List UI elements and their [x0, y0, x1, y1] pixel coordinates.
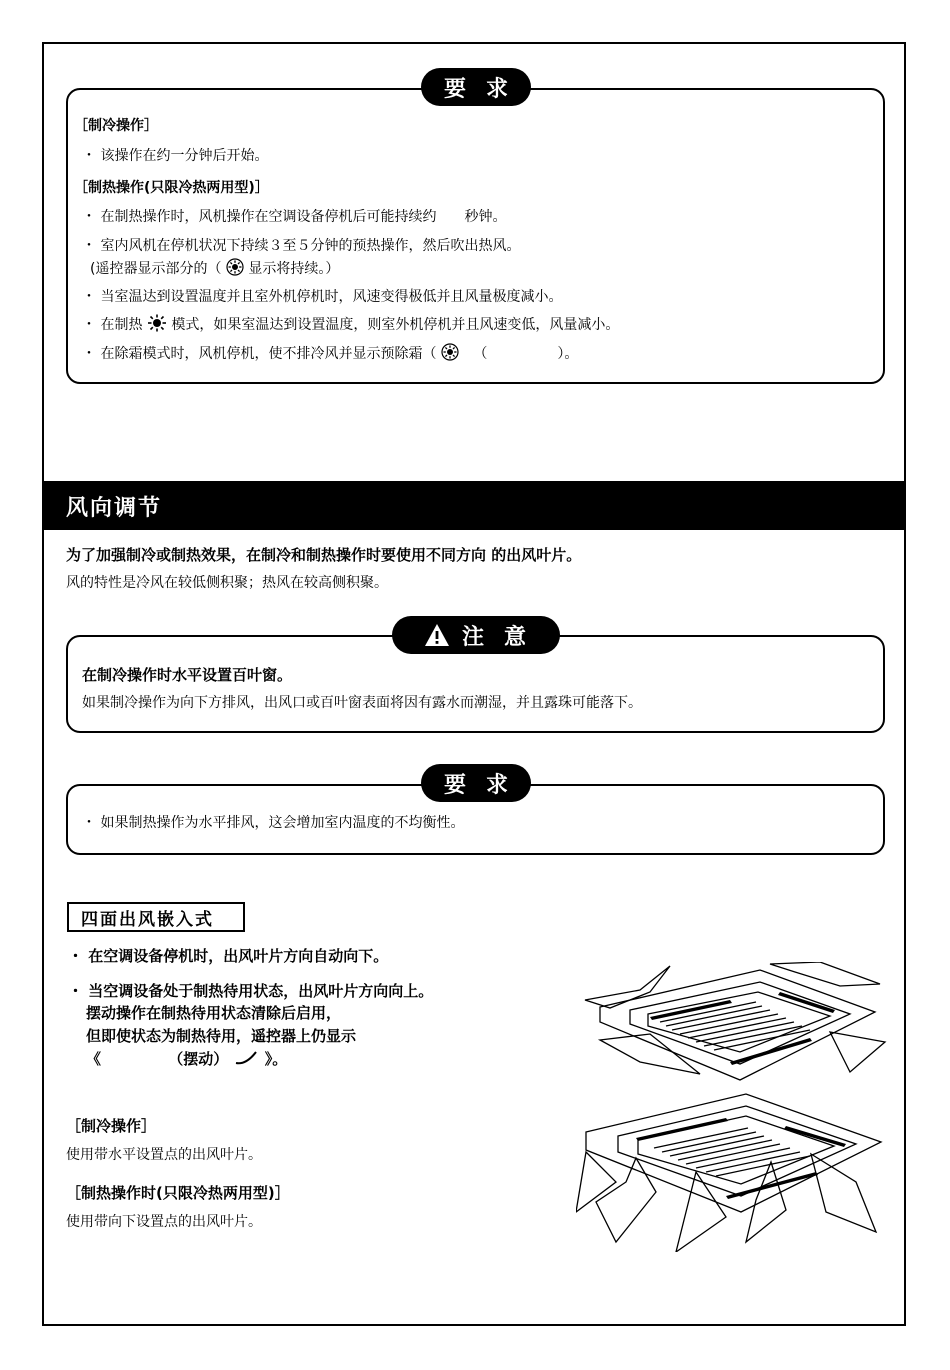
- cassette-downward-illustration: [576, 1092, 894, 1252]
- cassette-bullet-2-line2: 摆动操作在制热待用状态清除后启用，: [86, 1004, 342, 1022]
- cassette-bullet-2-line3: 但即使状态为制热待用，遥控器上仍显示: [86, 1027, 357, 1045]
- cassette-heating-heading: ［制热操作时(只限冷热两用型)］: [66, 1184, 290, 1202]
- cassette-cooling-heading: ［制冷操作］: [66, 1117, 157, 1135]
- heating-item-4: [82, 314, 619, 335]
- requirement-badge-2-label: 要求: [443, 772, 528, 798]
- warning-icon: [424, 623, 450, 647]
- requirement-badge-2: [421, 764, 531, 802]
- heating-item-5-b: （ ）。: [473, 346, 579, 362]
- heating-item-2: ・ 室内风机在停机状况下持续３至５分钟的预热操作，然后吹出热风。: [82, 238, 521, 254]
- caution-text: 如果制冷操作为向下方排风，出风口或百叶窗表面将因有露水而潮湿，并且露珠可能落下。: [82, 695, 642, 711]
- caution-badge-label: 注意: [462, 624, 547, 650]
- cassette-bullet-2-line4: [86, 1049, 287, 1069]
- cooling-item-1: ・ 该操作在约一分钟后开始。: [82, 148, 269, 164]
- sun-icon: [226, 258, 244, 276]
- section-title: 风向调节: [66, 496, 163, 521]
- swing-close-bracket: 》。: [264, 1050, 288, 1068]
- heating-item-4-a: ・ 在制热: [82, 317, 143, 333]
- heating-item-3: ・ 当室温达到设置温度并且室外机停机时，风速变得极低并且风量极度减小。: [82, 289, 563, 305]
- requirement-badge-1-label: 要求: [443, 76, 528, 102]
- section-header-bar: [44, 481, 906, 530]
- heating-item-5: [82, 343, 578, 364]
- cassette-title: 四面出风嵌入式: [67, 902, 245, 932]
- cooling-heading-1: ［制冷操作］: [74, 118, 158, 134]
- heating-item-2-note-a: (遥控器显示部分的（: [90, 261, 222, 277]
- caution-badge: [392, 616, 560, 654]
- requirement-2-item: ・ 如果制热操作为水平排风，这会增加室内温度的不均衡性。: [82, 815, 465, 831]
- heating-item-4-b: 模式，如果室温达到设置温度，则室外机停机并且风速变低，风量减小。: [171, 317, 620, 333]
- sun-mode-icon: [147, 314, 167, 332]
- swing-icon: [234, 1049, 260, 1067]
- section-intro-bold: 为了加强制冷或制热效果，在制冷和制热操作时要使用不同方向 的出风叶片。: [66, 546, 582, 564]
- caution-heading: 在制冷操作时水平设置百叶窗。: [82, 666, 293, 684]
- heating-item-2-note-b: 显示将持续。）: [248, 261, 340, 277]
- cassette-bullet-2: ・ 当空调设备处于制热待用状态，出风叶片方向向上。: [68, 982, 434, 1000]
- cassette-horizontal-illustration: [580, 962, 890, 1092]
- cassette-heating-text: 使用带向下设置点的出风叶片。: [66, 1214, 262, 1230]
- heating-heading-1: ［制热操作(只限冷热两用型)］: [74, 180, 269, 196]
- requirement-badge-1: [421, 68, 531, 106]
- heating-item-2-note: [90, 258, 339, 279]
- section-intro: 风的特性是冷风在较低侧积聚；热风在较高侧积聚。: [66, 575, 388, 591]
- heating-item-1: ・ 在制热操作时，风机操作在空调设备停机后可能持续约 秒钟。: [82, 209, 507, 225]
- heating-item-5-a: ・ 在除霜模式时，风机停机，使不排冷风并显示预除霜（: [82, 346, 437, 362]
- cassette-cooling-text: 使用带水平设置点的出风叶片。: [66, 1147, 262, 1163]
- swing-open-bracket: 《: [86, 1050, 102, 1068]
- cassette-bullet-1: ・ 在空调设备停机时，出风叶片方向自动向下。: [68, 947, 389, 965]
- swing-label: （摆动）: [168, 1050, 229, 1068]
- defrost-sun-icon: [441, 343, 459, 361]
